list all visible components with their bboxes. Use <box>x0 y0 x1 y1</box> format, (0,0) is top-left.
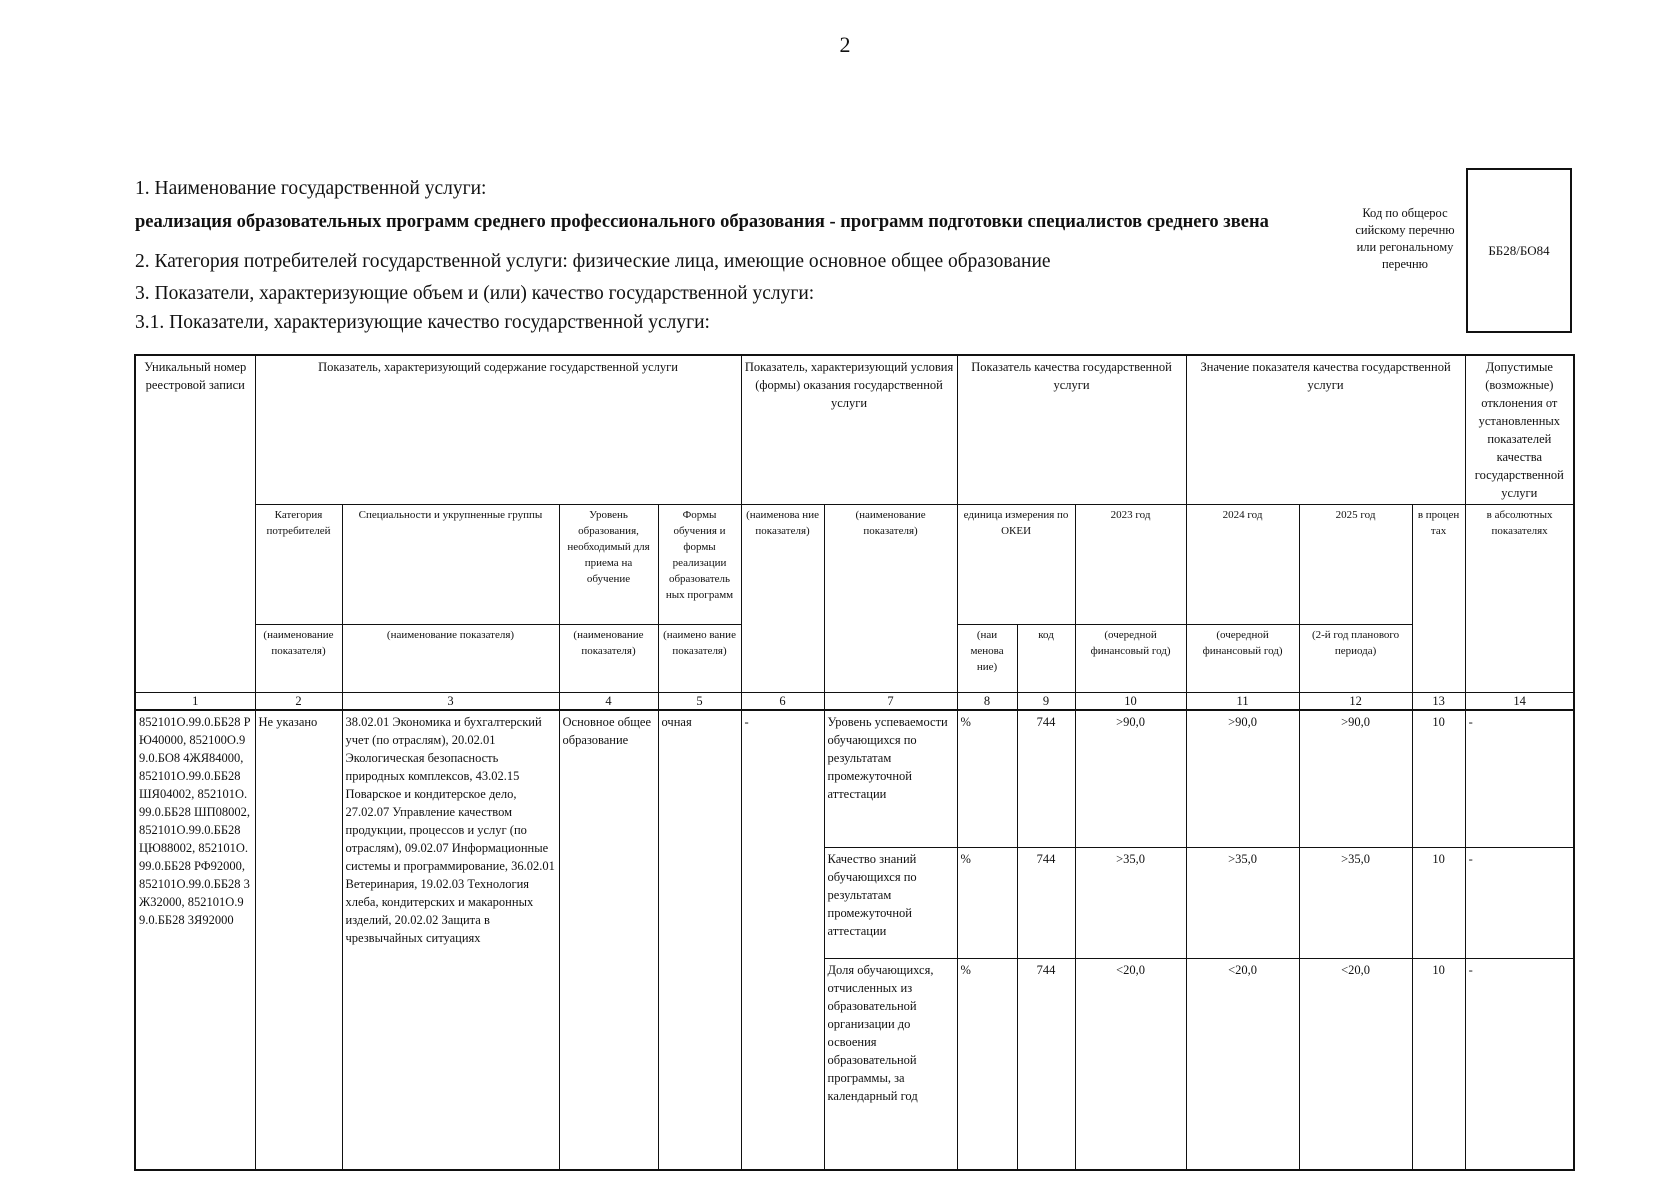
subheader-unit: единица измерения по ОКЕИ <box>957 505 1075 625</box>
unit-code: 744 <box>1017 847 1075 958</box>
value-2023: <20,0 <box>1075 958 1186 1170</box>
unit-name: % <box>957 958 1017 1170</box>
quality-indicator: Качество знаний обучающихся по результатам промежуточной аттестации <box>824 847 957 958</box>
header-deviation: Допустимые (возможные) отклонения от установленных показателей качества государственной услуги <box>1465 355 1574 505</box>
value-2024: >35,0 <box>1186 847 1299 958</box>
header-unique-number: Уникальный номер реестровой записи <box>135 355 255 693</box>
unit-code: 744 <box>1017 710 1075 847</box>
subheader-absolute: в абсолютных показателях <box>1465 505 1574 693</box>
code-box <box>1466 168 1572 333</box>
code-value: ББ28/БО84 <box>1488 243 1550 258</box>
value-2025: >35,0 <box>1299 847 1412 958</box>
tert-plan-year-2: (2-й год планового периода) <box>1299 625 1412 693</box>
header-quality-indicator: Показатель качества государственной услуги <box>957 355 1186 505</box>
section-3-1-quality-indicators: 3.1. Показатели, характеризующие качество государственной услуги: <box>135 312 710 333</box>
tert-code: код <box>1017 625 1075 693</box>
unit-name: % <box>957 847 1017 958</box>
subheader-2023: 2023 год <box>1075 505 1186 625</box>
deviation-percent: 10 <box>1412 958 1465 1170</box>
value-2023: >90,0 <box>1075 710 1186 847</box>
code-label: Код по общерос сийскому перечню или регональному перечню <box>1355 206 1455 271</box>
subheader-2025: 2025 год <box>1299 505 1412 625</box>
subheader-level: Уровень образования, необходимый для приема на обучение <box>559 505 658 625</box>
table-row <box>135 710 1574 847</box>
col-num: 5 <box>658 693 741 711</box>
subheader-percent: в процен тах <box>1412 505 1465 693</box>
col-num: 7 <box>824 693 957 711</box>
value-2024: <20,0 <box>1186 958 1299 1170</box>
subheader-quality-name: (наименование показателя) <box>824 505 957 693</box>
subheader-category: Категория потребителей <box>255 505 342 625</box>
column-numbers-row <box>135 693 1574 711</box>
subheader-forms: Формы обучения и формы реализации образователь ных программ <box>658 505 741 625</box>
col-num: 11 <box>1186 693 1299 711</box>
value-2023: >35,0 <box>1075 847 1186 958</box>
value-2024: >90,0 <box>1186 710 1299 847</box>
study-form: очная <box>658 710 741 1170</box>
tert-name-2: (наименование показателя) <box>342 625 559 693</box>
tert-fin-year-2: (очередной финансовый год) <box>1186 625 1299 693</box>
col-num: 14 <box>1465 693 1574 711</box>
unit-name: % <box>957 710 1017 847</box>
col-num: 2 <box>255 693 342 711</box>
header-content-indicator: Показатель, характеризующий содержание государственной услуги <box>255 355 741 505</box>
deviation-percent: 10 <box>1412 847 1465 958</box>
registry-numbers: 852101О.99.0.ББ28 РЮ40000, 852100О.99.0.БО8 4ЖЯ84000, 852101О.99.0.ББ28 ШЯ04002, 852101О.99.0.ББ28 ШП08002, 852101О.99.0.ББ28 ЦЮ88002, 852101О.99.0.ББ28 РФ92000, 852101О.99.0.ББ28 3Ж32000, 852101О.99.0.ББ28 3Я92000 <box>135 710 255 1170</box>
deviation-absolute: - <box>1465 710 1574 847</box>
deviation-absolute: - <box>1465 958 1574 1170</box>
tert-fin-year-1: (очередной финансовый год) <box>1075 625 1186 693</box>
page-number: 2 <box>839 32 851 57</box>
quality-indicator: Уровень успеваемости обучающихся по результатам промежуточной аттестации <box>824 710 957 847</box>
section-3-indicators: 3. Показатели, характеризующие объем и (или) качество государственной услуги: <box>135 283 815 304</box>
col-num: 6 <box>741 693 824 711</box>
tert-name-3: (наименование показателя) <box>559 625 658 693</box>
col-num: 1 <box>135 693 255 711</box>
section-2-consumer-category: 2. Категория потребителей государственной услуги: физические лица, имеющие основное общее образование <box>135 251 1051 272</box>
col-num: 10 <box>1075 693 1186 711</box>
col-num: 13 <box>1412 693 1465 711</box>
unit-code: 744 <box>1017 958 1075 1170</box>
col6-value: - <box>741 710 824 1170</box>
tert-name-4: (наимено вание показателя) <box>658 625 741 693</box>
col-num: 4 <box>559 693 658 711</box>
quality-indicator: Доля обучающихся, отчисленных из образовательной организации до освоения образовательной программы, за календарный год <box>824 958 957 1170</box>
col-num: 8 <box>957 693 1017 711</box>
tert-unit-name: (наи менова ние) <box>957 625 1017 693</box>
col-num: 3 <box>342 693 559 711</box>
header-conditions-indicator: Показатель, характеризующий условия (формы) оказания государственной услуги <box>741 355 957 505</box>
specialties-list: 38.02.01 Экономика и бухгалтерский учет (по отраслям), 20.02.01 Экологическая безопасность природных комплексов, 43.02.15 Поварское и кондитерское дело, 27.02.07 Управление качеством продукции, процессов и услуг (по отраслям), 09.02.07 Информационные системы и программирование, 36.02.01 Ветеринария, 19.02.03 Технология хлеба, кондитерских и макаронных изделий, 20.02.02 Защита в чрезвычайных ситуациях <box>342 710 559 1170</box>
subheader-indicator-name: (наименова ние показателя) <box>741 505 824 693</box>
value-2025: <20,0 <box>1299 958 1412 1170</box>
section-1-label: 1. Наименование государственной услуги: <box>135 178 487 199</box>
consumer-category: Не указано <box>255 710 342 1170</box>
education-level: Основное общее образование <box>559 710 658 1170</box>
value-2025: >90,0 <box>1299 710 1412 847</box>
quality-indicators-table <box>134 354 1575 1171</box>
subheader-specialties: Специальности и укрупненные группы <box>342 505 559 625</box>
subheader-2024: 2024 год <box>1186 505 1299 625</box>
tert-name-1: (наименование показателя) <box>255 625 342 693</box>
deviation-absolute: - <box>1465 847 1574 958</box>
col-num: 12 <box>1299 693 1412 711</box>
service-name: реализация образовательных программ среднего профессионального образования - программ подготовки специалистов среднего звена <box>135 212 1269 232</box>
header-indicator-value: Значение показателя качества государственной услуги <box>1186 355 1465 505</box>
col-num: 9 <box>1017 693 1075 711</box>
deviation-percent: 10 <box>1412 710 1465 847</box>
